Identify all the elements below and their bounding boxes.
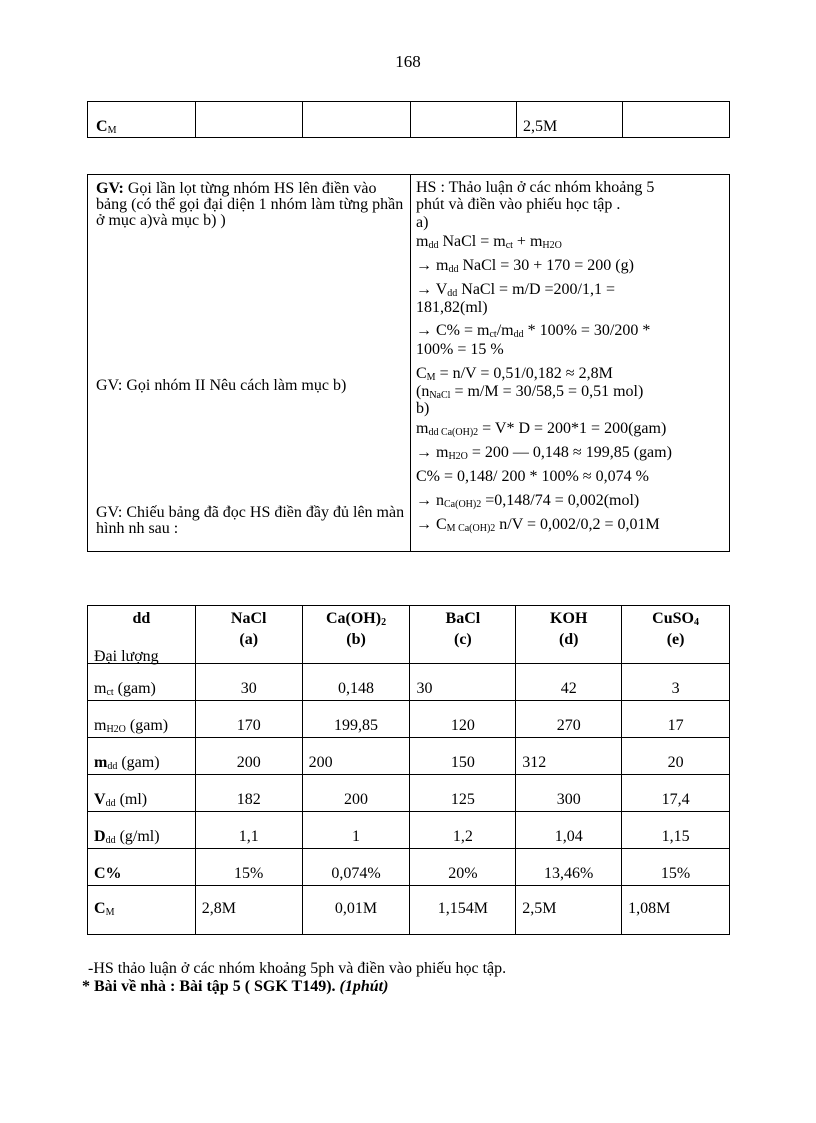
- top-table-cell: [196, 102, 303, 137]
- solution-table: [87, 605, 730, 935]
- table-cell: 17: [622, 701, 730, 738]
- table-cell: 1,15: [622, 812, 730, 849]
- table-cell: 3: [622, 664, 730, 701]
- row-label: $m_{ct}$ (gam): [88, 664, 196, 701]
- footer-note: -HS thảo luận ở các nhóm khoảng 5ph và điền vào phiếu học tập.: [88, 960, 507, 977]
- student-line: HS : Thảo luận ở các nhóm khoảng 5: [416, 179, 655, 196]
- table-cell: 182: [195, 775, 302, 812]
- table-cell: 17,4: [622, 775, 730, 812]
- row-label: C%: [88, 849, 196, 886]
- table-cell: 1: [302, 812, 410, 849]
- row-label: $m_{dd}$ (gam): [88, 738, 196, 775]
- student-line: C% = 0,148/ 200 * 100% ≈ 0,074 %: [416, 468, 649, 485]
- table-row: [88, 849, 730, 886]
- table-row: [88, 886, 730, 935]
- table-cell: 15%: [622, 849, 730, 886]
- top-table-label-cell: [88, 102, 196, 137]
- table-cell: 125: [410, 775, 516, 812]
- top-table-cell: [303, 102, 411, 137]
- table-cell: 0,01M: [302, 886, 410, 935]
- student-line: b): [416, 400, 430, 417]
- table-cell: 2,8M: [195, 886, 302, 935]
- table-cell: 312: [516, 738, 622, 775]
- column-header: BaCl (c): [410, 606, 516, 664]
- table-cell: 42: [516, 664, 622, 701]
- student-line: 181,82(ml): [416, 299, 488, 316]
- student-line: $m_{dd Ca(OH)2} = V*$ D = 200*1 = 200(gam): [416, 420, 667, 438]
- student-line: 100% = 15 %: [416, 341, 504, 358]
- student-line: → $V_{dd}$ NaCl = m/D =200/1,1 =: [416, 281, 615, 299]
- table-cell: 300: [516, 775, 622, 812]
- table-cell: 2,5M: [516, 886, 622, 935]
- teacher-note-2: GV: Gọi nhóm II Nêu cách làm mục b): [96, 377, 347, 394]
- table-cell: 120: [410, 701, 516, 738]
- student-line: → $C_{M Ca(OH)2}$ n/V = 0,002/0,2 = 0,01M: [416, 516, 660, 534]
- table-cell: 20: [622, 738, 730, 775]
- row-label: $V_{dd}$ (ml): [88, 775, 196, 812]
- table-cell: 1,2: [410, 812, 516, 849]
- corner-cell: [88, 606, 196, 664]
- table-row: [88, 701, 730, 738]
- table-cell: 0,148: [302, 664, 410, 701]
- teacher-note-3: GV: Chiếu bảng đã đọc HS điền đầy đủ lên màn hình nh sau :: [96, 504, 405, 537]
- column-divider: [410, 175, 411, 551]
- table-cell: 199,85: [302, 701, 410, 738]
- table-cell: 200: [302, 775, 410, 812]
- table-cell: 20%: [410, 849, 516, 886]
- column-header: CuSO$_4$ (e): [622, 606, 730, 664]
- student-line: phút và điền vào phiếu học tập .: [416, 196, 621, 213]
- table-row: [88, 775, 730, 812]
- column-header: KOH (d): [516, 606, 622, 664]
- corner-top: dd: [132, 610, 151, 627]
- top-table-cell: [623, 102, 729, 137]
- homework-line: * Bài về nhà : Bài tập 5 ( SGK T149). (1phút): [82, 978, 389, 995]
- top-table-cell: 2,5M: [517, 102, 623, 137]
- table-cell: 30: [195, 664, 302, 701]
- table-cell: 170: [195, 701, 302, 738]
- student-line: a): [416, 214, 429, 231]
- table-cell: 1,1: [195, 812, 302, 849]
- table-cell: 1,04: [516, 812, 622, 849]
- top-table-row-label: $C_M$: [96, 118, 117, 136]
- row-label: $m_{H2O}$ (gam): [88, 701, 196, 738]
- table-cell: 15%: [195, 849, 302, 886]
- column-header: NaCl (a): [195, 606, 302, 664]
- table-row: [88, 664, 730, 701]
- activity-box: [87, 174, 730, 552]
- table-cell: 200: [302, 738, 410, 775]
- table-header-row: [88, 606, 730, 664]
- table-cell: 200: [195, 738, 302, 775]
- table-cell: 0,074%: [302, 849, 410, 886]
- table-cell: 270: [516, 701, 622, 738]
- column-header: $Ca(OH)_2$ (b): [302, 606, 410, 664]
- corner-bottom: Đại lượng: [94, 648, 159, 665]
- row-label: $D_{dd}$ (g/ml): [88, 812, 196, 849]
- table-cell: 13,46%: [516, 849, 622, 886]
- student-line: $m_{dd}$ NaCl = $m_{ct} + m_{H2O}$: [416, 233, 562, 251]
- student-line: → $m_{dd}$ NaCl = 30 + 170 = 200 (g): [416, 257, 634, 275]
- table-cell: 30: [410, 664, 516, 701]
- student-line: → $n_{Ca(OH)2} =0,148/74 = 0,002(mol)$: [416, 492, 640, 510]
- table-cell: 150: [410, 738, 516, 775]
- top-table-fragment: [87, 101, 730, 138]
- page-number: 168: [395, 52, 421, 71]
- student-line: → $m_{H2O} = 200$ — 0,148 ≈ 199,85 (gam): [416, 444, 672, 462]
- table-cell: 1,08M: [622, 886, 730, 935]
- teacher-note-1: GV: Gọi lần lọt từng nhóm HS lên điền vào bảng (có thể gọi đại diện 1 nhóm làm từng phần ở mục a)và mục b) ): [96, 180, 404, 229]
- student-line: $C_M = n/V = 0,51/0,182 \approx 2,8M$: [416, 365, 613, 383]
- student-line: ($n_{NaCl} = m/M = 30/58,5 = 0,51$ mol): [416, 383, 644, 401]
- student-line: → $C\% = m_{ct}/m_{dd} * 100\% = 30/200$ *: [416, 322, 651, 340]
- top-table-cell: [411, 102, 517, 137]
- table-row: [88, 738, 730, 775]
- table-cell: 1,154M: [410, 886, 516, 935]
- table-row: [88, 812, 730, 849]
- row-label: $C_M$: [88, 886, 196, 935]
